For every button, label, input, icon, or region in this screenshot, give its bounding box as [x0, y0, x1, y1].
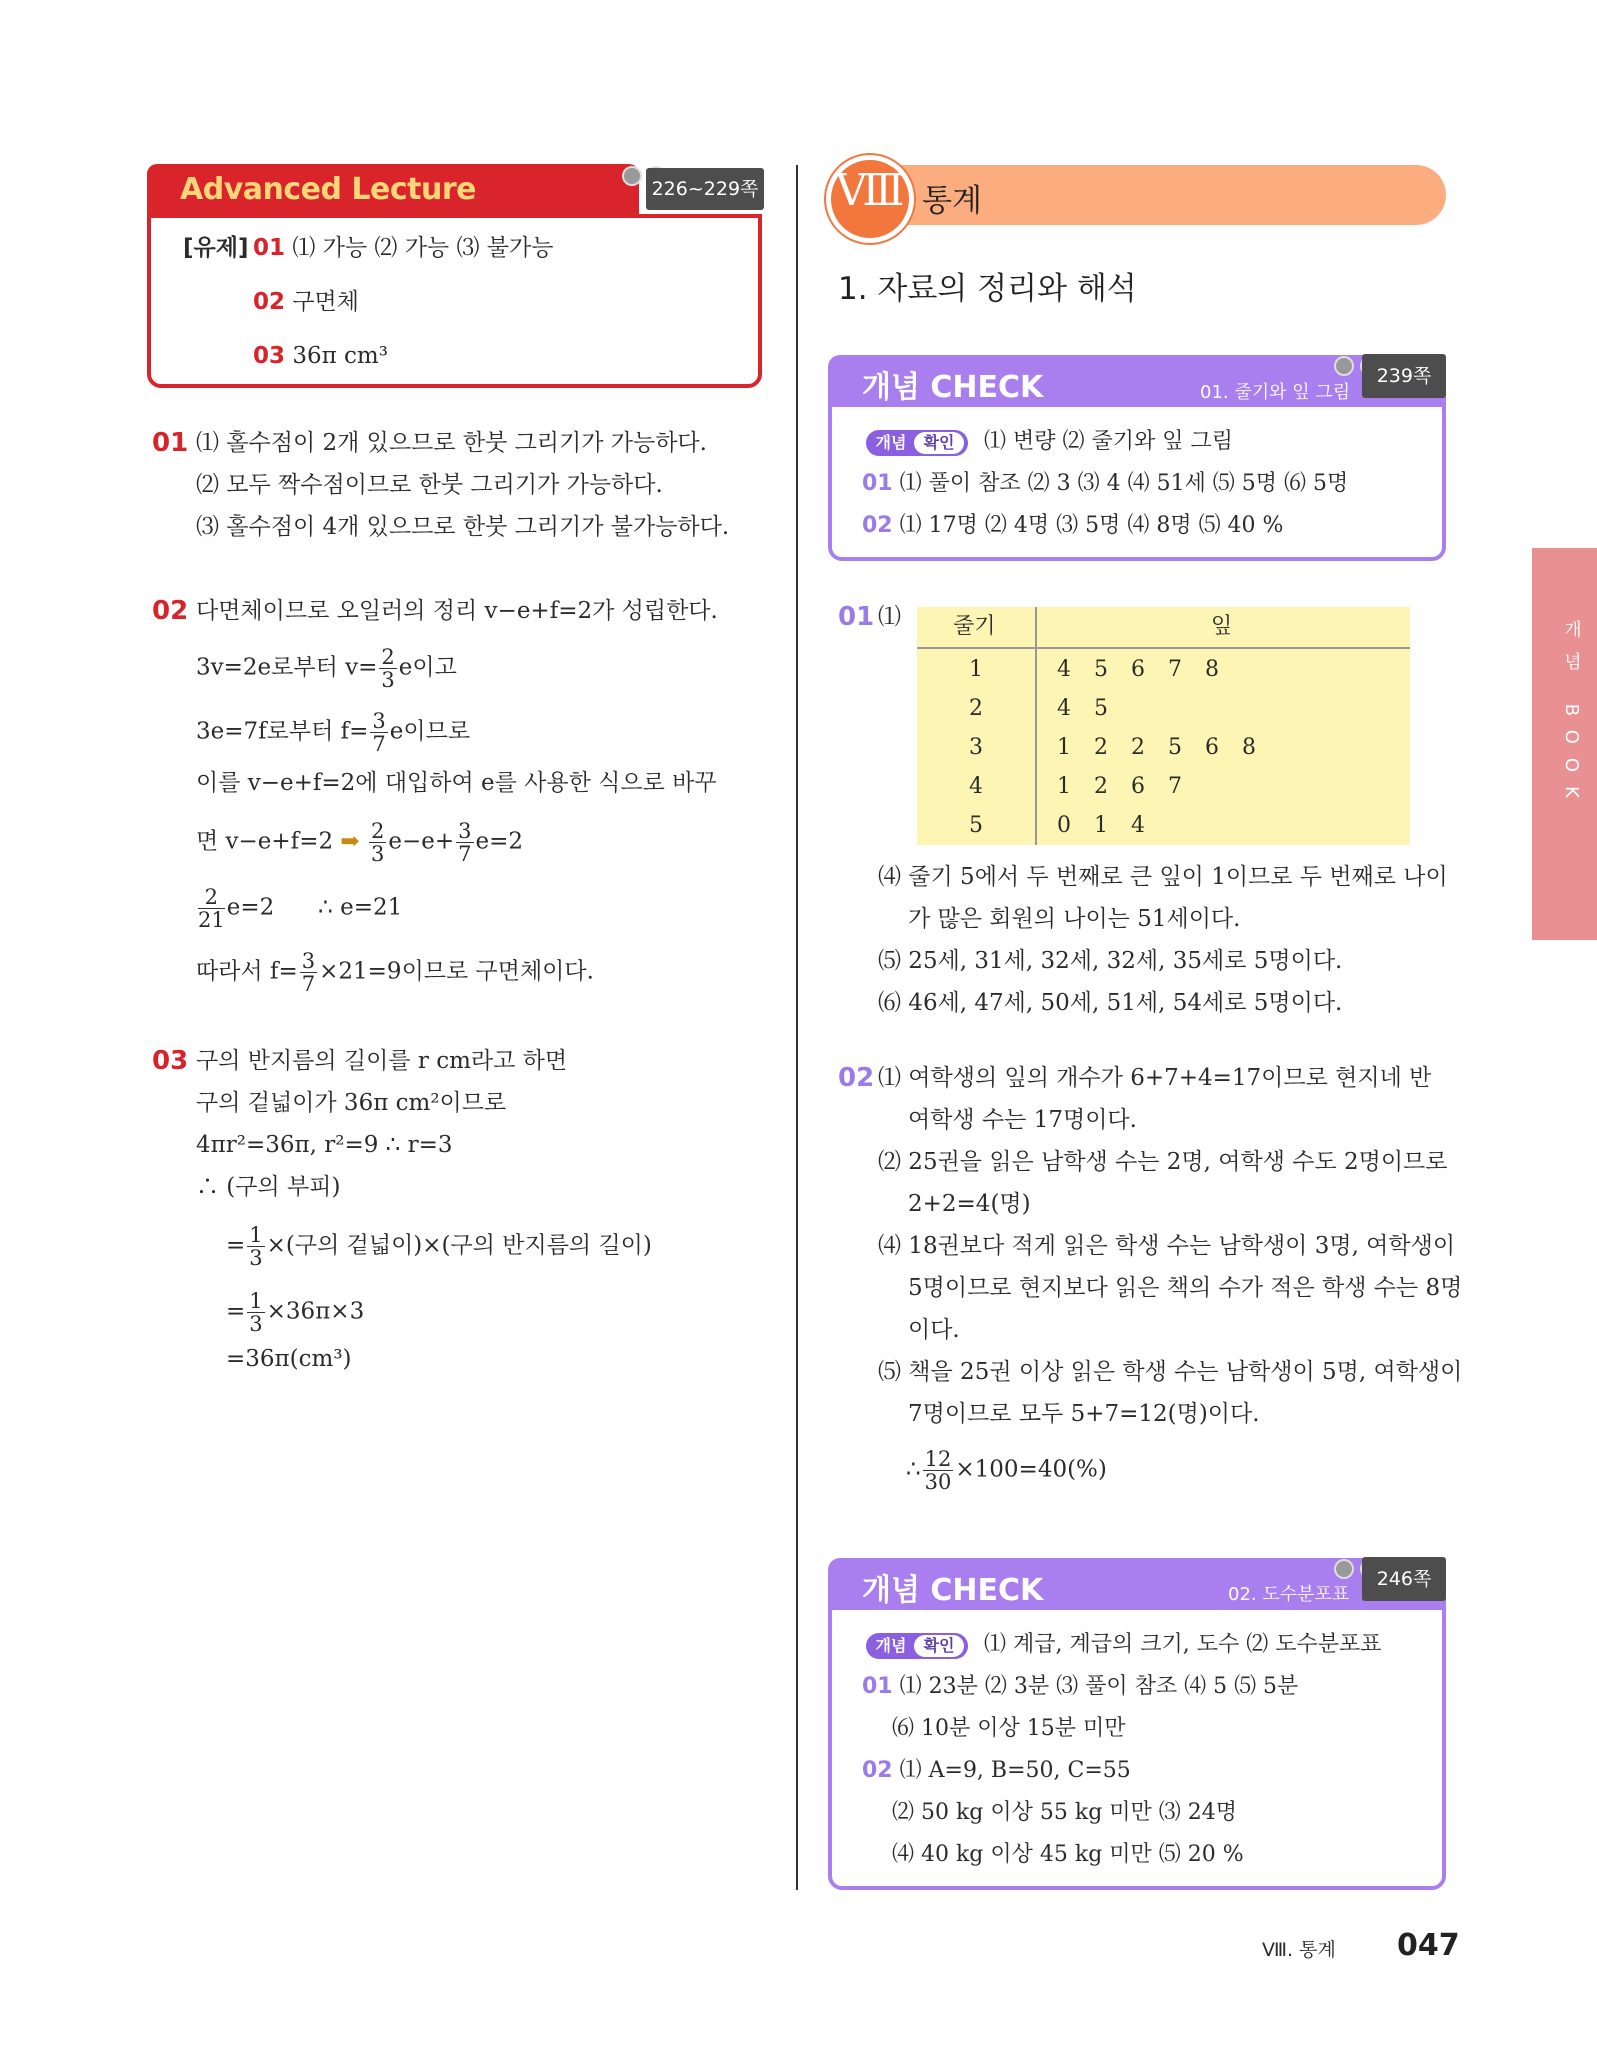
stem-leaf-table: [917, 607, 1410, 845]
text-line: 이다.: [908, 1317, 960, 1343]
text-line: 4πr²=36π, r²=9 ∴ r=3: [196, 1132, 453, 1158]
table-stem: 3: [969, 735, 983, 760]
text-line: ⑴ 계급, 계급의 크기, 도수 ⑵ 도수분포표: [984, 1632, 1382, 1657]
table-leaf: 7: [1168, 657, 1182, 682]
text-line: ⑷ 40 kg 이상 45 kg 미만 ⑸ 20 %: [892, 1842, 1244, 1867]
advanced-lecture-title: Advanced Lecture: [180, 172, 476, 207]
table-stem: 5: [969, 813, 983, 838]
table-leaf: 1: [1057, 735, 1071, 760]
table-leaf: 4: [1057, 657, 1071, 682]
adv-item-01: 01 ⑴ 가능 ⑵ 가능 ⑶ 불가능: [253, 235, 554, 261]
text-line: ∴ $\frac{12}{30}$ ×100=40(%): [906, 1447, 1107, 1494]
table-leaf: 2: [1094, 735, 1108, 760]
page-ref-tag: 246쪽: [1362, 1557, 1446, 1601]
table-leaf: 8: [1205, 657, 1219, 682]
text-line: 따라서 f= $\frac{3}{7}$ ×21=9이므로 구면체이다.: [196, 949, 594, 996]
text-line: 02 ⑴ 17명 ⑵ 4명 ⑶ 5명 ⑷ 8명 ⑸ 40 %: [862, 513, 1284, 538]
text-line: 구의 겉넓이가 36π cm²이므로: [196, 1090, 507, 1116]
pin-icon: [1334, 1559, 1354, 1579]
text-line: ⑴ 변량 ⑵ 줄기와 잎 그림: [984, 429, 1233, 454]
concept-check-title: 개념 CHECK: [862, 370, 1044, 405]
text-line: 다면체이므로 오일러의 정리 v−e+f=2가 성립한다.: [196, 598, 718, 624]
table-header: 잎: [1211, 614, 1233, 639]
text-line: = $\frac{1}{3}$ ×(구의 겉넓이)×(구의 반지름의 길이): [226, 1223, 652, 1270]
concept-check-subtitle: 02. 도수분포표: [1228, 1584, 1350, 1605]
page-number: 047: [1397, 1928, 1460, 1963]
pin-icon: [622, 166, 642, 186]
text-line: 여학생 수는 17명이다.: [908, 1107, 1137, 1133]
table-leaf: 5: [1094, 696, 1108, 721]
text-line: 2+2=4(명): [908, 1191, 1031, 1217]
table-leaf: 6: [1131, 774, 1145, 799]
table-leaf: 6: [1131, 657, 1145, 682]
text-line: ⑴ 홀수점이 2개 있으므로 한붓 그리기가 가능하다.: [196, 430, 707, 456]
footer-chapter: Ⅷ. 통계: [1262, 1939, 1336, 1961]
pin-icon: [1334, 356, 1354, 376]
table-leaf: 1: [1057, 774, 1071, 799]
text-line: ⑵ 25권을 읽은 남학생 수는 2명, 여학생 수도 2명이므로: [878, 1149, 1448, 1175]
concept-check-title: 개념 CHECK: [862, 1573, 1044, 1608]
chapter-title: 통계: [922, 183, 982, 219]
concept-confirm-badge: 개념 확인: [866, 430, 968, 456]
chapter-number: Ⅷ: [835, 165, 905, 216]
table-leaf: 4: [1131, 813, 1145, 838]
text-line: 01 ⑴ 23분 ⑵ 3분 ⑶ 풀이 참조 ⑷ 5 ⑸ 5분: [862, 1674, 1299, 1699]
text-line: 5명이므로 현지보다 읽은 책의 수가 적은 학생 수는 8명: [908, 1275, 1463, 1301]
text-line: ⑹ 46세, 47세, 50세, 51세, 54세로 5명이다.: [878, 990, 1343, 1016]
text-line: ⑹ 10분 이상 15분 미만: [892, 1716, 1126, 1741]
table-leaf: 2: [1131, 735, 1145, 760]
text-line: ⑶ 홀수점이 4개 있으므로 한붓 그리기가 불가능하다.: [196, 514, 730, 540]
text-line: ⑵ 50 kg 이상 55 kg 미만 ⑶ 24명: [892, 1800, 1238, 1825]
text-line: 7명이므로 모두 5+7=12(명)이다.: [908, 1401, 1260, 1427]
table-leaf: 7: [1168, 774, 1182, 799]
adv-item-03: 03 36π cm³: [253, 343, 388, 369]
text-line: ∴ (구의 부피): [196, 1174, 341, 1200]
text-line: $\frac{2}{21}$ e=2 ∴ e=21: [198, 885, 403, 932]
side-tab-label: 개념 BOOK: [1561, 620, 1582, 812]
table-header: 줄기: [953, 614, 996, 639]
table-leaf: 1: [1094, 813, 1108, 838]
text-line: ⑸ 25세, 31세, 32세, 32세, 35세로 5명이다.: [878, 948, 1343, 974]
table-stem: 1: [969, 657, 983, 682]
problem-number: 03: [152, 1046, 189, 1076]
section-title: 1. 자료의 정리와 해석: [838, 271, 1137, 307]
problem-number: 01: [152, 428, 189, 458]
table-stem: 4: [969, 774, 983, 799]
text-line: ⑵ 모두 짝수점이므로 한붓 그리기가 가능하다.: [196, 472, 663, 498]
table-leaf: 5: [1094, 657, 1108, 682]
text-line: 02 ⑴ A=9, B=50, C=55: [862, 1758, 1131, 1783]
problem-number: 02: [152, 596, 189, 626]
exercise-label: [유제]: [183, 235, 249, 261]
part-label: ⑴: [878, 604, 901, 630]
text-line: =36π(cm³): [226, 1346, 352, 1372]
text-line: ⑸ 책을 25권 이상 읽은 학생 수는 남학생이 5명, 여학생이: [878, 1359, 1463, 1385]
table-leaf: 6: [1205, 735, 1219, 760]
table-leaf: 5: [1168, 735, 1182, 760]
concept-confirm-badge: 개념 확인: [866, 1633, 968, 1659]
text-line: ⑴ 여학생의 잎의 개수가 6+7+4=17이므로 현지네 반: [878, 1065, 1432, 1091]
arrow-icon: ➡: [340, 827, 360, 855]
table-stem: 2: [969, 696, 983, 721]
problem-number: 01: [838, 602, 875, 632]
page-ref-tag: 226~229쪽: [646, 168, 764, 210]
text-line: ⑷ 줄기 5에서 두 번째로 큰 잎이 1이므로 두 번째로 나이: [878, 864, 1448, 890]
adv-item-02: 02 구면체: [253, 289, 359, 315]
text-line: = $\frac{1}{3}$ ×36π×3: [226, 1289, 365, 1336]
page-ref-tag: 239쪽: [1362, 354, 1446, 398]
concept-check-subtitle: 01. 줄기와 잎 그림: [1200, 382, 1351, 403]
table-leaf: 8: [1242, 735, 1256, 760]
problem-number: 02: [838, 1063, 875, 1093]
text-line: 구의 반지름의 길이를 r cm라고 하면: [196, 1048, 568, 1074]
text-line: 가 많은 회원의 나이는 51세이다.: [908, 906, 1241, 932]
text-line: 01 ⑴ 풀이 참조 ⑵ 3 ⑶ 4 ⑷ 51세 ⑸ 5명 ⑹ 5명: [862, 471, 1349, 496]
text-line: 면 v−e+f=2 ➡ $\frac{2}{3}$ e−e+ $\frac{3}{7}$ e=2: [196, 819, 524, 866]
text-line: 3e=7f로부터 f= $\frac{3}{7}$ e이므로: [196, 709, 471, 756]
column-divider: [796, 165, 798, 1890]
table-leaf: 0: [1057, 813, 1071, 838]
text-line: 이를 v−e+f=2에 대입하여 e를 사용한 식으로 바꾸: [196, 770, 717, 796]
table-leaf: 4: [1057, 696, 1071, 721]
text-line: 3v=2e로부터 v= $\frac{2}{3}$ e이고: [196, 645, 457, 692]
table-leaf: 2: [1094, 774, 1108, 799]
text-line: ⑷ 18권보다 적게 읽은 학생 수는 남학생이 3명, 여학생이: [878, 1233, 1456, 1259]
table-divider: [1035, 607, 1037, 845]
